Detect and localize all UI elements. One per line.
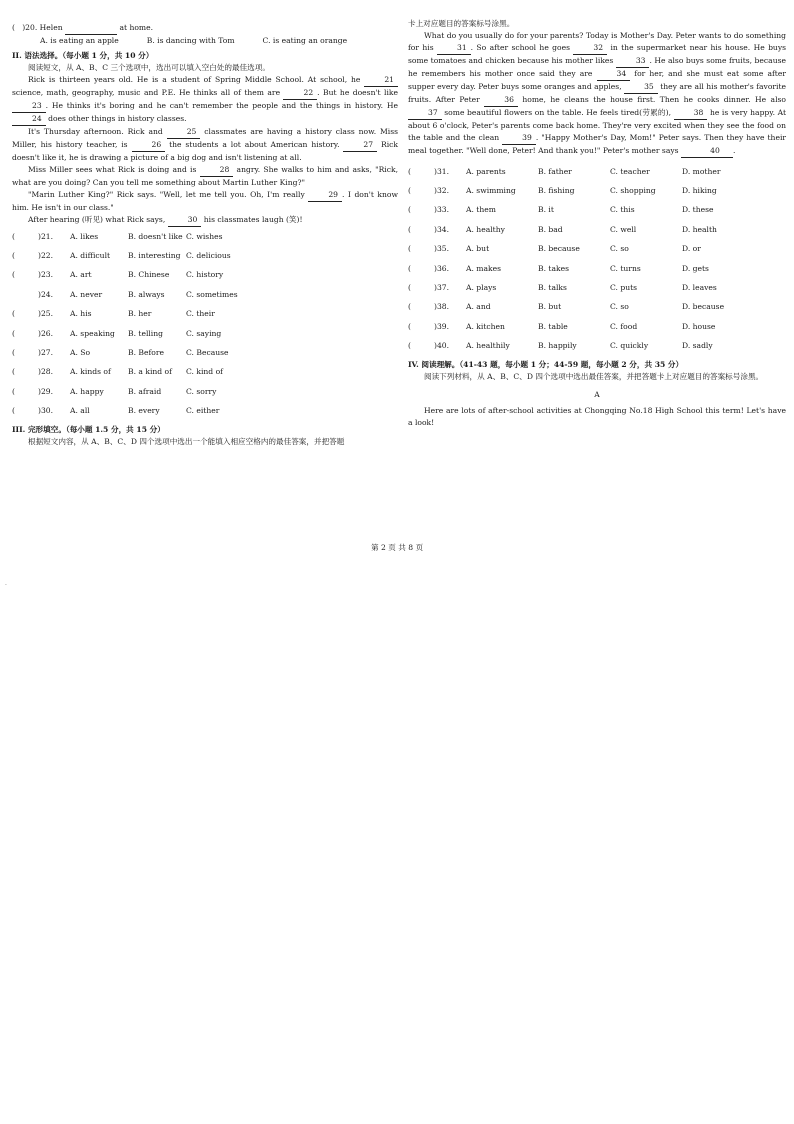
option-c: C. sorry <box>186 386 217 396</box>
option-c: C. history <box>186 270 224 280</box>
option-a: A. kitchen <box>466 321 505 331</box>
blank-21: 21 <box>364 74 398 87</box>
answer-paren: ( <box>408 341 411 351</box>
option-b: B. father <box>538 166 572 176</box>
option-c: C. this <box>610 205 635 215</box>
question-row <box>408 201 786 220</box>
blank-22: 22 <box>283 87 317 100</box>
answer-paren: ( <box>12 328 15 338</box>
passage-text: . He thinks it's boring and he can't remember the people and the things in history. He <box>45 101 398 110</box>
answer-paren: ( <box>408 224 411 234</box>
option-a: A. speaking <box>70 328 115 338</box>
option-c: C. Because <box>186 348 229 358</box>
question-number: )21. <box>38 231 54 241</box>
passage-text: It's Thursday afternoon. Rick and <box>28 127 163 136</box>
question-number: )24. <box>38 289 54 299</box>
blank-29: 29 <box>308 189 342 202</box>
option-d: D. or <box>682 244 701 254</box>
option-c: C. puts <box>610 283 638 293</box>
question-row <box>12 382 398 401</box>
question-20 <box>12 22 398 35</box>
passage-text: he is very happy. At about 6 o'clock, Peter's parents come back home. They're very excited when they see the food on the table and the clean <box>408 108 786 142</box>
passage-text: in the supermarket near his house. He buys some tomatoes and chicken because his mother likes <box>408 43 787 65</box>
blank-36: 36 <box>484 94 518 107</box>
question-number: )31. <box>434 166 450 176</box>
option-c: C. so <box>610 244 629 254</box>
option-b: B. talks <box>538 283 567 293</box>
option-b: B. it <box>538 205 554 215</box>
answer-paren: ( <box>408 166 411 176</box>
passage-text: . "Happy Mother's Day, Mom!" Peter says. Then they have their meal together. "Well done, Peter! And thank you!" Peter's mother says <box>408 133 786 155</box>
question-row <box>12 285 398 304</box>
option-a: A. likes <box>70 231 99 241</box>
question-row <box>12 227 398 246</box>
q20-option-c: C. is eating an orange <box>262 36 348 45</box>
option-a: A. plays <box>466 283 497 293</box>
q20-paren: ( <box>12 23 15 32</box>
question-row <box>408 278 786 297</box>
question-row <box>408 220 786 239</box>
exam-page <box>0 0 794 560</box>
section-4-title: IV. 阅读理解。（41-43 题，每小题 1 分；44-59 题，每小题 2 分，共 35 分） <box>408 359 684 369</box>
option-d: D. leaves <box>682 283 717 293</box>
option-c: C. well <box>610 224 637 234</box>
answer-paren: ( <box>408 263 411 273</box>
question-row <box>12 246 398 265</box>
option-d: D. because <box>682 302 725 312</box>
section-4-instruction: 阅读下列材料，从 A、B、C、D 四个选项中选出最佳答案，并把答题卡上对应题目的答案标号涂黑。 <box>424 371 764 381</box>
answer-paren: ( <box>408 244 411 254</box>
question-number: )29. <box>38 386 54 396</box>
question-number: )38. <box>434 302 450 312</box>
q20-stem-end: at home. <box>119 23 154 32</box>
section-3-title: III. 完形填空。（每小题 1.5 分，共 15 分） <box>12 424 165 434</box>
blank-34: 34 <box>597 68 631 81</box>
option-a: A. kinds of <box>70 367 111 377</box>
option-b: B. doesn't like <box>128 231 183 241</box>
option-a: A. healthy <box>466 224 505 234</box>
blank-37: 37 <box>408 107 442 120</box>
blank-38: 38 <box>674 107 708 120</box>
option-b: B. table <box>538 321 568 331</box>
passage-text: . I don't know him. He isn't in our class." <box>12 190 398 212</box>
option-c: C. sometimes <box>186 289 238 299</box>
blank-27: 27 <box>343 139 377 152</box>
passage-text: What do you usually do for your parents? Today is Mother's Day. Peter wants to do something for his <box>408 31 786 52</box>
answer-paren: ( <box>408 321 411 331</box>
blank-31: 31 <box>437 42 471 55</box>
option-b: B. because <box>538 244 580 254</box>
question-row <box>408 337 786 356</box>
answer-paren: ( <box>12 251 15 261</box>
question-number: )26. <box>38 328 54 338</box>
cloze-passage-3 <box>408 30 786 158</box>
blank-39: 39 <box>502 132 536 145</box>
section-2-title: II. 语法选择。（每小题 1 分，共 10 分） <box>12 51 154 60</box>
blank-40: 40 <box>681 145 733 158</box>
answer-paren: ( <box>408 205 411 215</box>
page-number: 第 2 页 共 8 页 <box>370 543 424 552</box>
section-3-instruction: 根据短文内容，从 A、B、C、D 四个选项中选出一个能填入相应空格内的最佳答案，并把答题 <box>28 436 345 446</box>
passage-text: . But he doesn't like <box>317 88 398 97</box>
option-c: C. quickly <box>610 341 649 351</box>
question-number: )35. <box>434 244 450 254</box>
passage-text: some beautiful flowers on the table. He feels tired(劳累的), <box>444 108 672 117</box>
option-d: D. these <box>682 205 714 215</box>
option-a: A. all <box>70 406 90 416</box>
section-3-instruction-cont: 卡上对应题目的答案标号涂黑。 <box>408 19 515 28</box>
question-number: )30. <box>38 406 54 416</box>
option-c: C. so <box>610 302 629 312</box>
question-number: )33. <box>434 205 450 215</box>
left-column <box>12 22 398 448</box>
option-b: B. interesting <box>128 251 181 261</box>
answer-paren: ( <box>12 386 15 396</box>
option-d: D. sadly <box>682 341 713 351</box>
answer-paren: ( <box>12 348 15 358</box>
q20-options <box>12 35 398 47</box>
question-number: )34. <box>434 224 450 234</box>
passage-text: Rick doesn't like it, he is drawing a picture of a big dog and isn't listening at all. <box>12 140 398 162</box>
passage-text: . <box>732 146 736 155</box>
question-row <box>408 240 786 259</box>
question-row <box>408 181 786 200</box>
passage-a-intro: Here are lots of after-school activities at Chongqing No.18 High School this term! Let's have a look! <box>408 405 786 427</box>
option-a: A. makes <box>466 263 502 273</box>
question-number: )25. <box>38 309 54 319</box>
blank-35: 35 <box>624 81 658 94</box>
passage-text: classmates are having a history class now. Miss Miller, his history teacher, is <box>12 127 399 149</box>
q20-option-a: A. is eating an apple <box>40 36 119 45</box>
option-d: D. gets <box>682 263 709 273</box>
blank-25: 25 <box>167 126 201 139</box>
option-b: B. her <box>128 309 152 319</box>
option-c: C. their <box>186 309 215 319</box>
option-c: C. food <box>610 321 638 331</box>
question-row <box>12 266 398 285</box>
question-number: )27. <box>38 348 54 358</box>
q20-stem: )20. Helen <box>22 23 63 32</box>
option-b: B. Before <box>128 348 164 358</box>
passage-text: for her, and she must eat some after supper every day. Peter buys some oranges and apples, <box>408 69 786 91</box>
option-b: B. Chinese <box>128 270 170 280</box>
blank-28: 28 <box>200 164 234 177</box>
blank-33: 33 <box>616 55 650 68</box>
option-a: A. happy <box>70 386 104 396</box>
passage-text: home, he cleans the house first. Then he cooks dinner. He also <box>522 95 786 104</box>
option-c: C. turns <box>610 263 641 273</box>
blank-26: 26 <box>132 139 166 152</box>
answer-paren: ( <box>408 283 411 293</box>
cloze-paragraph-3 <box>12 164 398 189</box>
question-row <box>12 343 398 362</box>
option-b: B. happily <box>538 341 577 351</box>
option-d: D. house <box>682 321 716 331</box>
q20-blank <box>65 22 117 35</box>
question-number: )39. <box>434 321 450 331</box>
cloze-paragraph-2 <box>12 126 398 164</box>
q20-option-b: B. is dancing with Tom <box>146 36 235 45</box>
question-number: )22. <box>38 251 54 261</box>
option-a: A. never <box>70 289 103 299</box>
section-2-instruction: 阅读短文，从 A、B、C 三个选项中，选出可以填入空白处的最佳选项。 <box>28 63 270 72</box>
option-c: C. shopping <box>610 186 656 196</box>
option-b: B. every <box>128 406 160 416</box>
cloze-paragraph-4 <box>12 189 398 214</box>
answer-paren: ( <box>12 406 15 416</box>
blank-23: 23 <box>12 100 46 113</box>
passage-text: Rick is thirteen years old. He is a student of Spring Middle School. At school, he <box>28 75 361 84</box>
section-2-question-list <box>12 227 398 421</box>
passage-text: the students a lot about American history. <box>169 140 340 149</box>
blank-24: 24 <box>12 113 46 126</box>
option-b: B. but <box>538 302 562 312</box>
option-c: C. teacher <box>610 166 650 176</box>
option-a: A. parents <box>466 166 506 176</box>
question-row <box>408 317 786 336</box>
answer-paren: ( <box>408 302 411 312</box>
passage-text: "Marin Luther King?" Rick says. "Well, let me tell you. Oh, I'm really <box>28 190 305 199</box>
option-a: A. and <box>466 302 491 312</box>
option-d: D. hiking <box>682 186 717 196</box>
blank-30: 30 <box>168 214 202 227</box>
option-b: B. fishing <box>538 186 575 196</box>
passage-text: science, math, geography, music and P.E. He thinks all of them are <box>12 88 281 97</box>
question-row <box>12 363 398 382</box>
cloze-paragraph-5 <box>12 214 398 227</box>
passage-text: After hearing (听见) what Rick says, <box>28 215 166 224</box>
question-row <box>408 298 786 317</box>
question-number: )37. <box>434 283 450 293</box>
option-c: C. delicious <box>186 251 231 261</box>
option-b: B. always <box>128 289 165 299</box>
question-row <box>12 305 398 324</box>
option-b: B. bad <box>538 224 563 234</box>
option-a: A. healthily <box>466 341 510 351</box>
option-b: B. a kind of <box>128 367 172 377</box>
passage-text: they are all his mother's favorite fruits. After Peter <box>408 82 786 104</box>
answer-paren: ( <box>12 231 15 241</box>
option-b: B. takes <box>538 263 569 273</box>
option-c: C. wishes <box>186 231 223 241</box>
question-number: )28. <box>38 367 54 377</box>
option-a: A. but <box>466 244 490 254</box>
question-row <box>408 259 786 278</box>
passage-text: does other things in history classes. <box>48 114 187 123</box>
option-a: A. his <box>70 309 92 319</box>
question-number: )23. <box>38 270 54 280</box>
passage-text: his classmates laugh (笑)! <box>203 215 303 224</box>
answer-paren: ( <box>408 186 411 196</box>
option-a: A. swimming <box>466 186 516 196</box>
answer-paren: ( <box>12 270 15 280</box>
option-d: D. health <box>682 224 717 234</box>
option-a: A. difficult <box>70 251 111 261</box>
blank-32: 32 <box>573 42 607 55</box>
passage-text: . He also buys some fruits, because he remembers his mother once said they are <box>408 56 786 78</box>
question-number: )36. <box>434 263 450 273</box>
option-c: C. saying <box>186 328 222 338</box>
question-number: )40. <box>434 341 450 351</box>
passage-text: Miss Miller sees what Rick is doing and is <box>28 165 197 174</box>
option-c: C. either <box>186 406 220 416</box>
option-a: A. art <box>70 270 92 280</box>
cloze-paragraph-1 <box>12 74 398 126</box>
passage-text: . So after school he goes <box>470 43 571 52</box>
option-c: C. kind of <box>186 367 223 377</box>
option-b: B. telling <box>128 328 163 338</box>
answer-paren: ( <box>12 309 15 319</box>
stray-mark: . <box>5 580 7 587</box>
question-row <box>408 162 786 181</box>
option-b: B. afraid <box>128 386 162 396</box>
option-a: A. So <box>70 348 91 358</box>
section-3-question-list <box>408 162 786 356</box>
question-row <box>12 324 398 343</box>
answer-paren: ( <box>12 367 15 377</box>
passage-text: angry. She walks to him and asks, "Rick, what are you doing? Can you tell me something about Martin Luther King?" <box>12 165 399 187</box>
passage-label-a: A <box>594 389 600 399</box>
question-row <box>12 402 398 421</box>
option-a: A. them <box>466 205 496 215</box>
right-column <box>408 18 786 429</box>
question-number: )32. <box>434 186 450 196</box>
option-d: D. mother <box>682 166 721 176</box>
